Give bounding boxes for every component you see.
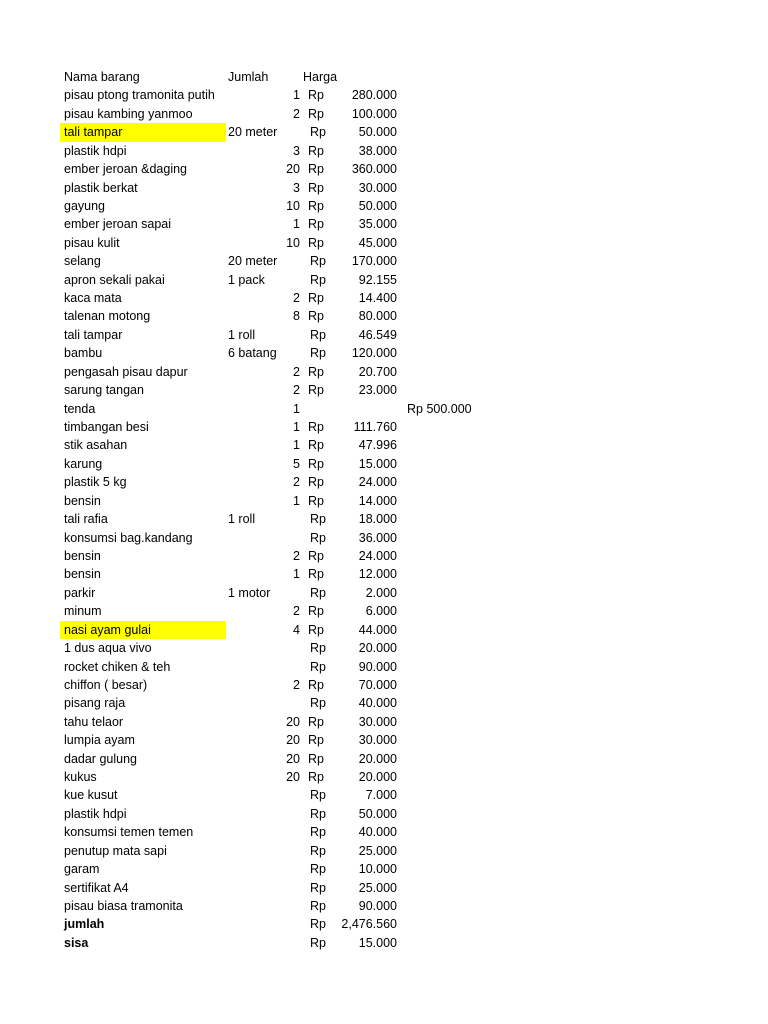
currency-label: Rp bbox=[310, 788, 326, 803]
item-qty: 1 bbox=[293, 401, 300, 416]
table-row bbox=[0, 694, 768, 712]
item-qty: 8 bbox=[293, 309, 300, 324]
currency-label: Rp bbox=[310, 659, 326, 674]
item-amount: 12.000 bbox=[358, 567, 397, 582]
currency-label: Rp bbox=[308, 364, 324, 379]
table-row bbox=[0, 86, 768, 104]
currency-label: Rp bbox=[308, 143, 324, 158]
item-name: lumpia ayam bbox=[64, 733, 135, 748]
item-amount: 45.000 bbox=[358, 235, 397, 250]
item-name: gayung bbox=[64, 198, 106, 213]
table-row bbox=[0, 621, 768, 639]
table-row bbox=[0, 105, 768, 123]
table-row bbox=[0, 713, 768, 731]
header-row bbox=[0, 68, 768, 86]
currency-label: Rp bbox=[310, 843, 326, 858]
currency-label: Rp bbox=[308, 420, 324, 435]
item-amount: 24.000 bbox=[358, 475, 397, 490]
item-amount: 90.000 bbox=[358, 898, 397, 913]
item-qty: 1 bbox=[293, 88, 300, 103]
item-amount: 15.000 bbox=[358, 456, 397, 471]
item-name: dadar gulung bbox=[64, 751, 137, 766]
item-amount: 50.000 bbox=[358, 198, 397, 213]
item-qty: 2 bbox=[293, 548, 300, 563]
item-name: minum bbox=[64, 604, 102, 619]
item-name: bensin bbox=[64, 493, 101, 508]
item-name: plastik 5 kg bbox=[64, 475, 127, 490]
table-row bbox=[0, 860, 768, 878]
currency-label: Rp bbox=[308, 438, 324, 453]
item-name: pisang raja bbox=[64, 696, 126, 711]
table-row bbox=[0, 602, 768, 620]
table-row bbox=[0, 363, 768, 381]
item-amount: 44.000 bbox=[358, 622, 397, 637]
item-name: plastik berkat bbox=[64, 180, 138, 195]
item-qty: 4 bbox=[293, 622, 300, 637]
item-amount: 30.000 bbox=[358, 714, 397, 729]
table-row bbox=[0, 455, 768, 473]
item-name: sarung tangan bbox=[64, 383, 144, 398]
item-name: ember jeroan sapai bbox=[64, 217, 172, 232]
item-name: penutup mata sapi bbox=[64, 843, 167, 858]
header-qty: Jumlah bbox=[228, 70, 269, 84]
item-qty: 10 bbox=[286, 235, 300, 250]
item-amount: 40.000 bbox=[358, 696, 397, 711]
item-name: chiffon ( besar) bbox=[64, 677, 148, 692]
item-amount: 170.000 bbox=[351, 254, 397, 269]
item-qty: 1 roll bbox=[228, 327, 256, 342]
item-rows bbox=[0, 86, 768, 952]
item-name: sisa bbox=[64, 935, 89, 950]
currency-label: Rp bbox=[308, 235, 324, 250]
currency-label: Rp bbox=[308, 88, 324, 103]
item-amount: 36.000 bbox=[358, 530, 397, 545]
item-qty: 20 bbox=[286, 162, 300, 177]
header-name: Nama barang bbox=[64, 70, 140, 84]
currency-label: Rp bbox=[308, 475, 324, 490]
currency-label: Rp bbox=[308, 567, 324, 582]
item-name: pisau kulit bbox=[64, 235, 120, 250]
table-row bbox=[0, 160, 768, 178]
item-name: timbangan besi bbox=[64, 420, 149, 435]
item-amount: 10.000 bbox=[358, 862, 397, 877]
currency-label: Rp bbox=[308, 622, 324, 637]
item-amount: 20.700 bbox=[358, 364, 397, 379]
item-qty: 1 bbox=[293, 420, 300, 435]
item-amount: 25.000 bbox=[358, 880, 397, 895]
item-amount: 111.760 bbox=[353, 420, 397, 435]
table-row bbox=[0, 418, 768, 436]
table-row bbox=[0, 473, 768, 491]
item-amount: 38.000 bbox=[358, 143, 397, 158]
item-amount: 2.000 bbox=[365, 585, 397, 600]
header-price: Harga bbox=[303, 70, 338, 84]
currency-label: Rp bbox=[310, 935, 326, 950]
item-qty: 20 meter bbox=[228, 254, 278, 269]
item-amount: 47.996 bbox=[358, 438, 397, 453]
table-row bbox=[0, 731, 768, 749]
item-name: pengasah pisau dapur bbox=[64, 364, 188, 379]
item-amount: 80.000 bbox=[358, 309, 397, 324]
item-qty: 2 bbox=[293, 291, 300, 306]
currency-label: Rp bbox=[310, 696, 326, 711]
table-row bbox=[0, 529, 768, 547]
table-row bbox=[0, 879, 768, 897]
currency-label: Rp bbox=[308, 106, 324, 121]
item-name: apron sekali pakai bbox=[64, 272, 165, 287]
item-name: pisau biasa tramonita bbox=[64, 898, 183, 913]
item-extra-amount: Rp 500.000 bbox=[407, 401, 472, 416]
item-name: konsumsi bag.kandang bbox=[64, 530, 193, 545]
table-row bbox=[0, 492, 768, 510]
table-row bbox=[0, 897, 768, 915]
currency-label: Rp bbox=[308, 456, 324, 471]
item-name: garam bbox=[64, 862, 100, 877]
item-amount: 20.000 bbox=[358, 751, 397, 766]
currency-label: Rp bbox=[310, 880, 326, 895]
item-amount: 6.000 bbox=[365, 604, 397, 619]
item-name: kaca mata bbox=[64, 291, 122, 306]
table-row bbox=[0, 639, 768, 657]
item-qty: 1 bbox=[293, 567, 300, 582]
table-row bbox=[0, 510, 768, 528]
item-name: tali tampar bbox=[60, 123, 226, 141]
table-row bbox=[0, 215, 768, 233]
currency-label: Rp bbox=[310, 898, 326, 913]
table-row bbox=[0, 307, 768, 325]
table-row bbox=[0, 934, 768, 952]
item-amount: 14.000 bbox=[358, 493, 397, 508]
currency-label: Rp bbox=[308, 604, 324, 619]
item-name: karung bbox=[64, 456, 103, 471]
currency-label: Rp bbox=[308, 291, 324, 306]
table-row bbox=[0, 768, 768, 786]
currency-label: Rp bbox=[310, 806, 326, 821]
currency-label: Rp bbox=[310, 254, 326, 269]
item-name: pisau kambing yanmoo bbox=[64, 106, 193, 121]
item-name: konsumsi temen temen bbox=[64, 825, 194, 840]
table-row bbox=[0, 436, 768, 454]
table-row bbox=[0, 252, 768, 270]
table-row bbox=[0, 658, 768, 676]
item-qty: 1 motor bbox=[228, 585, 271, 600]
item-name: plastik hdpi bbox=[64, 143, 127, 158]
item-amount: 25.000 bbox=[358, 843, 397, 858]
item-qty: 1 roll bbox=[228, 512, 256, 527]
item-qty: 10 bbox=[286, 198, 300, 213]
item-amount: 92.155 bbox=[358, 272, 397, 287]
item-amount: 50.000 bbox=[358, 125, 397, 140]
currency-label: Rp bbox=[310, 327, 326, 342]
spreadsheet bbox=[0, 68, 768, 952]
item-name: parkir bbox=[64, 585, 96, 600]
currency-label: Rp bbox=[308, 751, 324, 766]
item-qty: 20 bbox=[286, 751, 300, 766]
item-amount: 14.400 bbox=[358, 291, 397, 306]
item-name: rocket chiken & teh bbox=[64, 659, 171, 674]
currency-label: Rp bbox=[310, 512, 326, 527]
item-name: bambu bbox=[64, 346, 103, 361]
item-qty: 2 bbox=[293, 383, 300, 398]
table-row bbox=[0, 344, 768, 362]
item-amount: 100.000 bbox=[351, 106, 397, 121]
item-amount: 2,476.560 bbox=[341, 917, 397, 932]
table-row bbox=[0, 786, 768, 804]
table-row bbox=[0, 381, 768, 399]
table-row bbox=[0, 123, 768, 141]
item-amount: 40.000 bbox=[358, 825, 397, 840]
currency-label: Rp bbox=[308, 180, 324, 195]
item-name: talenan motong bbox=[64, 309, 151, 324]
currency-label: Rp bbox=[310, 530, 326, 545]
table-row bbox=[0, 179, 768, 197]
currency-label: Rp bbox=[308, 493, 324, 508]
item-name: plastik hdpi bbox=[64, 806, 127, 821]
table-row bbox=[0, 326, 768, 344]
item-qty: 2 bbox=[293, 364, 300, 379]
item-qty: 3 bbox=[293, 143, 300, 158]
currency-label: Rp bbox=[310, 862, 326, 877]
currency-label: Rp bbox=[308, 770, 324, 785]
item-amount: 20.000 bbox=[358, 770, 397, 785]
item-qty: 20 bbox=[286, 733, 300, 748]
item-amount: 15.000 bbox=[358, 935, 397, 950]
item-name: sertifikat A4 bbox=[64, 880, 129, 895]
item-qty: 6 batang bbox=[228, 346, 277, 361]
item-name: 1 dus aqua vivo bbox=[64, 641, 152, 656]
item-name: kukus bbox=[64, 770, 97, 785]
currency-label: Rp bbox=[310, 272, 326, 287]
item-amount: 18.000 bbox=[358, 512, 397, 527]
item-name: tahu telaor bbox=[64, 714, 124, 729]
item-amount: 120.000 bbox=[351, 346, 397, 361]
item-qty: 2 bbox=[293, 106, 300, 121]
item-qty: 1 pack bbox=[228, 272, 265, 287]
item-qty: 3 bbox=[293, 180, 300, 195]
table-row bbox=[0, 234, 768, 252]
item-amount: 280.000 bbox=[351, 88, 397, 103]
currency-label: Rp bbox=[308, 548, 324, 563]
currency-label: Rp bbox=[310, 641, 326, 656]
item-amount: 7.000 bbox=[365, 788, 397, 803]
table-row bbox=[0, 547, 768, 565]
table-row bbox=[0, 400, 768, 418]
currency-label: Rp bbox=[308, 217, 324, 232]
item-name: bensin bbox=[64, 567, 101, 582]
item-amount: 46.549 bbox=[358, 327, 397, 342]
item-name: kue kusut bbox=[64, 788, 118, 803]
item-amount: 30.000 bbox=[358, 180, 397, 195]
item-amount: 35.000 bbox=[358, 217, 397, 232]
item-qty: 5 bbox=[293, 456, 300, 471]
table-row bbox=[0, 842, 768, 860]
currency-label: Rp bbox=[308, 677, 324, 692]
item-qty: 20 bbox=[286, 770, 300, 785]
table-row bbox=[0, 750, 768, 768]
item-amount: 70.000 bbox=[358, 677, 397, 692]
item-name: selang bbox=[64, 254, 101, 269]
item-amount: 90.000 bbox=[358, 659, 397, 674]
item-amount: 30.000 bbox=[358, 733, 397, 748]
item-qty: 2 bbox=[293, 475, 300, 490]
currency-label: Rp bbox=[310, 585, 326, 600]
currency-label: Rp bbox=[310, 346, 326, 361]
table-row bbox=[0, 915, 768, 933]
item-name: ember jeroan &daging bbox=[64, 162, 187, 177]
currency-label: Rp bbox=[308, 383, 324, 398]
table-row bbox=[0, 805, 768, 823]
item-qty: 20 meter bbox=[228, 125, 278, 140]
item-name: pisau ptong tramonita putih bbox=[64, 88, 215, 103]
currency-label: Rp bbox=[310, 825, 326, 840]
currency-label: Rp bbox=[308, 198, 324, 213]
item-name: bensin bbox=[64, 548, 101, 563]
item-name: stik asahan bbox=[64, 438, 128, 453]
table-row bbox=[0, 197, 768, 215]
table-row bbox=[0, 584, 768, 602]
currency-label: Rp bbox=[308, 733, 324, 748]
item-qty: 1 bbox=[293, 438, 300, 453]
currency-label: Rp bbox=[308, 714, 324, 729]
item-qty: 1 bbox=[293, 217, 300, 232]
item-amount: 24.000 bbox=[358, 548, 397, 563]
currency-label: Rp bbox=[310, 125, 326, 140]
currency-label: Rp bbox=[308, 309, 324, 324]
table-row bbox=[0, 823, 768, 841]
item-qty: 2 bbox=[293, 677, 300, 692]
item-amount: 23.000 bbox=[358, 383, 397, 398]
item-amount: 50.000 bbox=[358, 806, 397, 821]
item-name: tenda bbox=[64, 401, 96, 416]
item-amount: 360.000 bbox=[351, 162, 397, 177]
table-row bbox=[0, 289, 768, 307]
table-row bbox=[0, 676, 768, 694]
currency-label: Rp bbox=[310, 917, 326, 932]
item-qty: 1 bbox=[293, 493, 300, 508]
table-row bbox=[0, 142, 768, 160]
table-row bbox=[0, 271, 768, 289]
item-name: tali rafia bbox=[64, 512, 108, 527]
currency-label: Rp bbox=[308, 162, 324, 177]
item-name: jumlah bbox=[64, 917, 105, 932]
item-amount: 20.000 bbox=[358, 641, 397, 656]
item-qty: 2 bbox=[293, 604, 300, 619]
item-name: tali tampar bbox=[64, 327, 123, 342]
table-row bbox=[0, 565, 768, 583]
item-qty: 20 bbox=[286, 714, 300, 729]
item-name: nasi ayam gulai bbox=[60, 621, 226, 639]
